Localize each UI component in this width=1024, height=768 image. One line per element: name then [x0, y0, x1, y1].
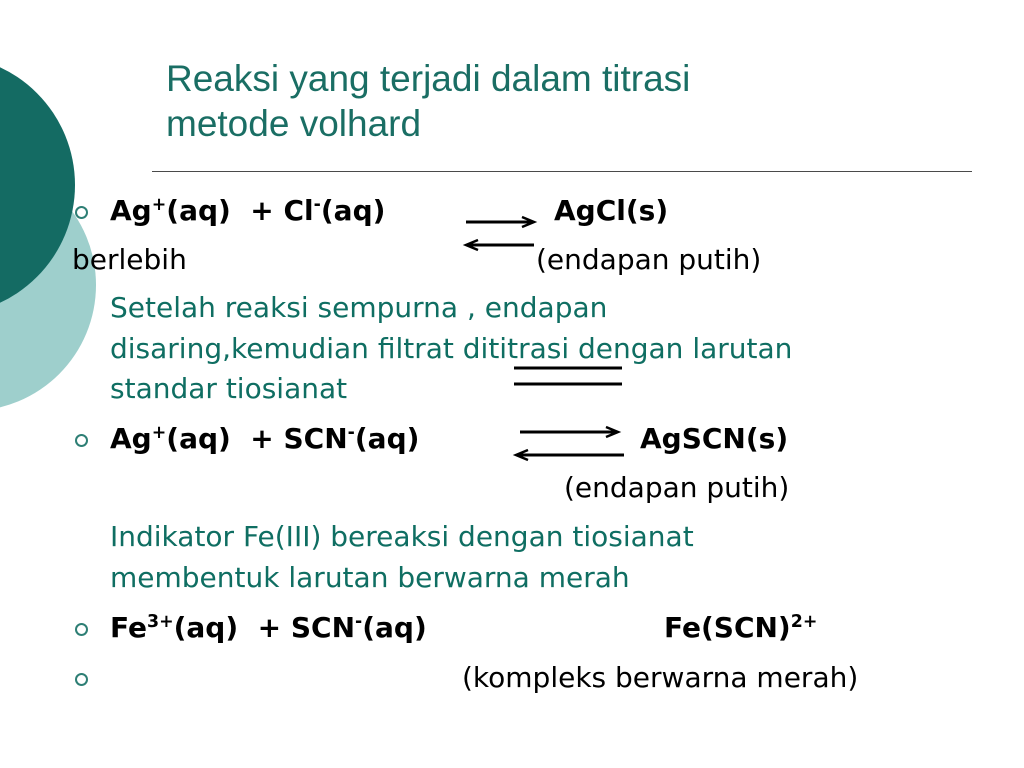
product-formula: Fe(SCN) [664, 611, 791, 644]
plus-cl: + Cl [250, 194, 314, 227]
description-1-line-2: disaring,kemudian filtrat dititrasi dengan larutan [110, 332, 793, 365]
bullet-icon [75, 623, 88, 636]
bullet-icon [75, 206, 88, 219]
description-2-line-2: membentuk larutan berwarna merah [110, 561, 630, 594]
title-line-2: metode volhard [166, 103, 422, 144]
aq-state: (aq) [173, 611, 239, 644]
ag-symbol: Ag [110, 422, 152, 455]
bullet-icon [75, 434, 88, 447]
reaction-3-reactants [110, 610, 427, 646]
cl-charge: - [313, 195, 321, 216]
reaction-1-product: AgCl(s) [554, 194, 669, 227]
reaction-3-product [664, 610, 817, 646]
reaction-2-reactants [110, 421, 419, 457]
aq-state: (aq) [166, 194, 231, 227]
aq-state: (aq) [362, 611, 427, 644]
equilibrium-arrow-icon [462, 212, 542, 252]
bullet-icon [75, 673, 88, 686]
reaction-2-product: AgSCN(s) [640, 422, 789, 455]
plus-scn: + SCN [257, 611, 355, 644]
decorative-circles [0, 0, 120, 420]
slide-title [166, 56, 926, 146]
aq-state: (aq) [166, 422, 231, 455]
ag-charge: + [151, 423, 167, 444]
equilibrium-arrow-icon [512, 422, 632, 462]
plus-scn: + SCN [250, 422, 348, 455]
reaction-2-note: (endapan putih) [564, 471, 790, 504]
fe-charge: 3+ [146, 612, 174, 633]
description-1-line-3: standar tiosianat [110, 372, 348, 405]
fe-symbol: Fe [110, 611, 147, 644]
title-line-1: Reaksi yang terjadi dalam titrasi [166, 58, 691, 99]
scn-charge: - [347, 423, 355, 444]
description-2-line-1: Indikator Fe(III) bereaksi dengan tiosianat [110, 520, 694, 553]
reaction-1-reactants [110, 193, 385, 229]
title-divider [152, 171, 972, 172]
scn-charge: - [355, 612, 363, 633]
equilibrium-arrow-icon [510, 362, 630, 392]
product-charge: 2+ [790, 612, 818, 633]
ag-charge: + [151, 195, 167, 216]
aq-state: (aq) [320, 194, 386, 227]
reaction-3-note: (kompleks berwarna merah) [462, 661, 859, 694]
aq-state: (aq) [354, 422, 420, 455]
description-1-line-1: Setelah reaksi sempurna , endapan [110, 291, 608, 324]
ag-symbol: Ag [110, 194, 152, 227]
reaction-1-note-left: berlebih [72, 243, 187, 276]
reaction-1-note-right: (endapan putih) [536, 243, 762, 276]
